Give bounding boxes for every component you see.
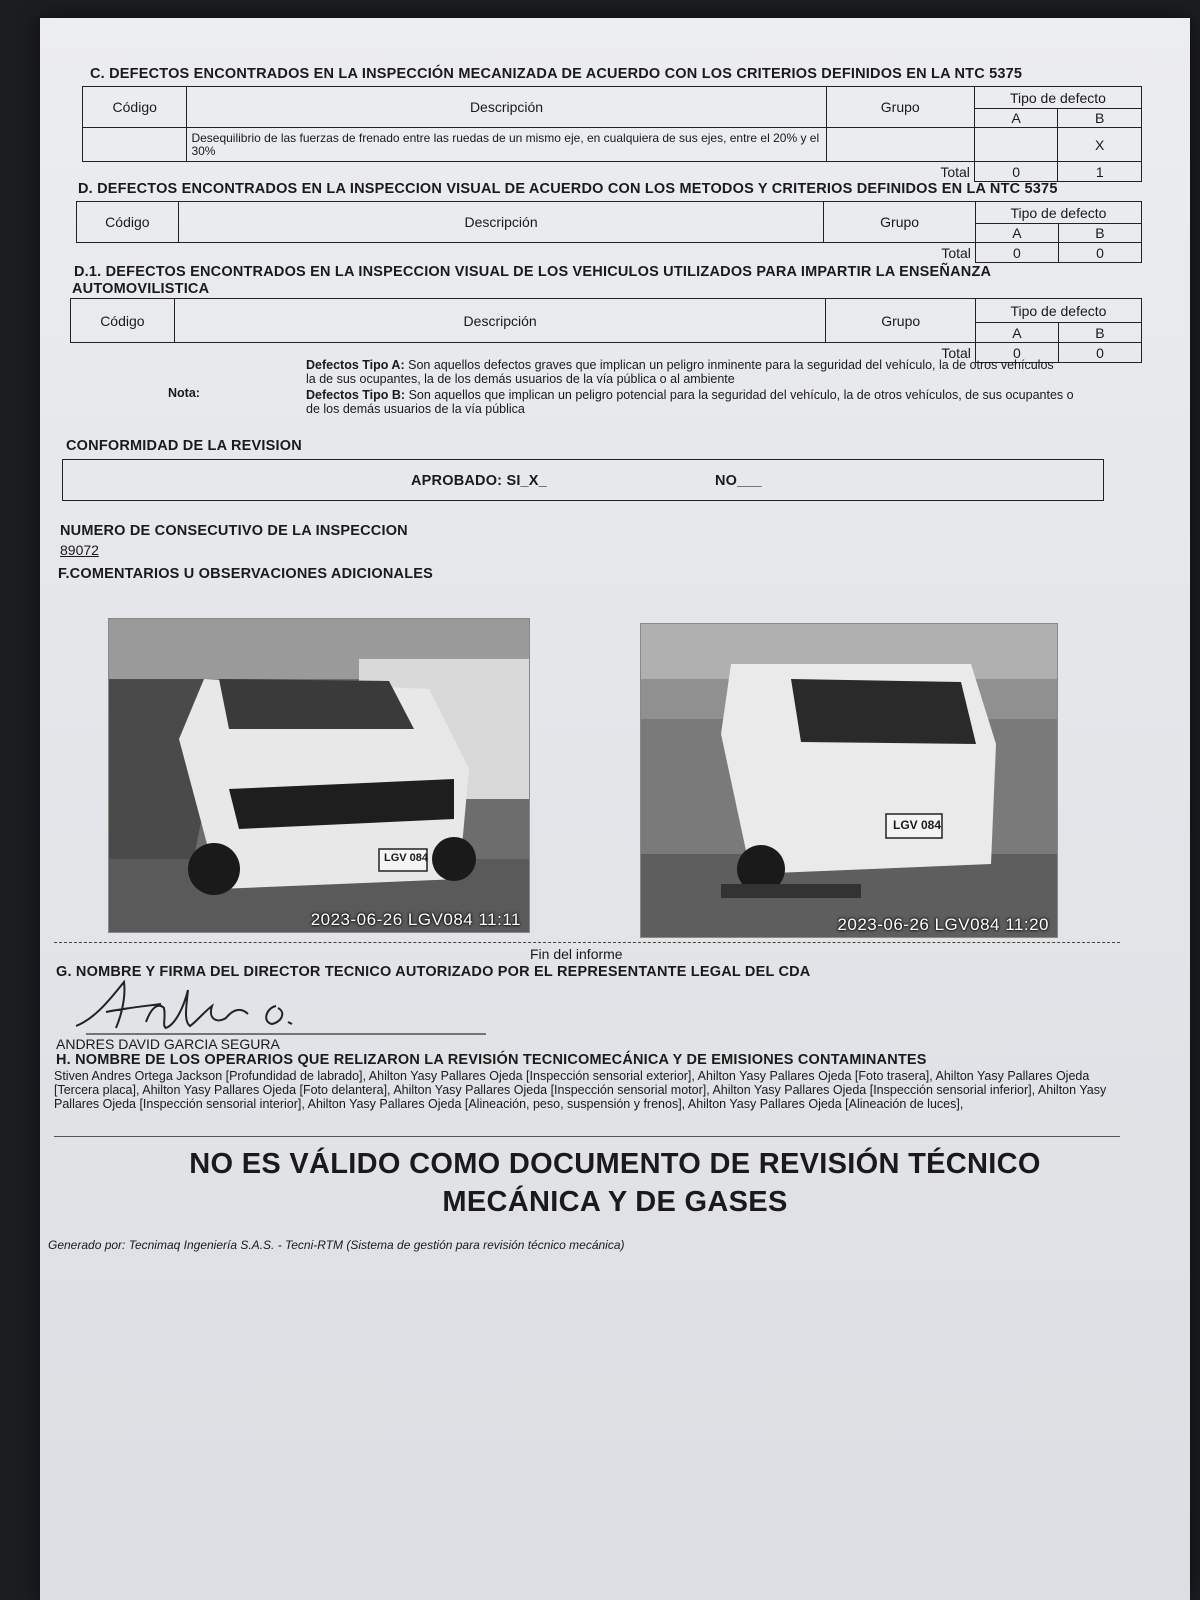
grupo-header: Grupo bbox=[826, 87, 974, 128]
total-a: 0 bbox=[974, 162, 1058, 182]
codigo-header: Código bbox=[83, 87, 187, 128]
row-descripcion: Desequilibrio de las fuerzas de frenado entre las ruedas de un mismo eje, en cualquiera de sus ejes, entre el 20% y el 30% bbox=[187, 128, 826, 162]
total-label: Total bbox=[941, 244, 971, 261]
consecutivo-value: 89072 bbox=[60, 542, 99, 558]
tipo-b-header: B bbox=[1058, 323, 1141, 343]
tipo-defecto-header: Tipo de defecto bbox=[974, 87, 1141, 109]
section-c-table bbox=[82, 86, 1142, 182]
total-a: 0 bbox=[975, 243, 1058, 263]
consecutivo-title: NUMERO DE CONSECUTIVO DE LA INSPECCION bbox=[60, 523, 408, 539]
generated-by: Generado por: Tecnimaq Ingeniería S.A.S. - Tecni-RTM (Sistema de gestión para revisión técnico mecánica) bbox=[48, 1238, 625, 1252]
descripcion-header: Descripción bbox=[174, 299, 826, 343]
tipo-defecto-header: Tipo de defecto bbox=[975, 299, 1141, 323]
aprobado-si: APROBADO: SI_X_ bbox=[411, 473, 547, 489]
total-a: 0 bbox=[975, 343, 1058, 363]
table-row bbox=[83, 128, 1142, 162]
section-h-title: H. NOMBRE DE LOS OPERARIOS QUE RELIZARON LA REVISIÓN TECNICOMECÁNICA Y DE EMISIONES CONTAMINANTES bbox=[56, 1052, 927, 1068]
descripcion-header: Descripción bbox=[178, 202, 824, 243]
section-d1-table bbox=[70, 298, 1142, 363]
grupo-header: Grupo bbox=[826, 299, 975, 343]
section-c-title: C. DEFECTOS ENCONTRADOS EN LA INSPECCIÓN MECANIZADA DE ACUERDO CON LOS CRITERIOS DEFINIDOS EN LA NTC 5375 bbox=[90, 66, 1023, 82]
tipo-a-header: A bbox=[975, 323, 1058, 343]
descripcion-header: Descripción bbox=[187, 87, 826, 128]
grupo-header: Grupo bbox=[824, 202, 976, 243]
tipo-a-header: A bbox=[974, 109, 1058, 128]
invalid-warning-line2: MECÁNICA Y DE GASES bbox=[442, 1186, 788, 1218]
invalid-warning-line1: NO ES VÁLIDO COMO DOCUMENTO DE REVISIÓN TÉCNICO bbox=[189, 1148, 1041, 1180]
codigo-header: Código bbox=[71, 299, 175, 343]
section-g-title: G. NOMBRE Y FIRMA DEL DIRECTOR TECNICO AUTORIZADO POR EL REPRESENTANTE LEGAL DEL CDA bbox=[56, 964, 811, 980]
tipo-defecto-header: Tipo de defecto bbox=[975, 202, 1141, 224]
operarios-list: Stiven Andres Ortega Jackson [Profundidad de labrado], Ahilton Yasy Pallares Ojeda [Inspección sensorial exterior], Ahilton Yasy Pallares Ojeda [Foto trasera], Ahilton Yasy Pallares Ojeda [Tercera placa], Ahilton Yasy Pallares Ojeda [Foto delantera], Ahilton Yasy Pallares Ojeda [Inspección sensorial motor], Ahilton Yasy Pallares Ojeda [Inspección sensorial inferior], Ahilton Yasy Pallares Ojeda [Inspección sensorial interior], Ahilton Yasy Pallares Ojeda [Alineación, peso, suspensión y frenos], Ahilton Yasy Pallares Ojeda [Alineación de luces], bbox=[54, 1069, 1107, 1111]
rear-plate: LGV 084 bbox=[893, 818, 942, 832]
total-label: Total bbox=[941, 344, 971, 361]
row-grupo bbox=[826, 128, 974, 162]
front-photo-timestamp: 2023-06-26 LGV084 11:11 bbox=[310, 910, 521, 929]
front-plate: LGV 084 bbox=[384, 852, 429, 864]
rear-photo-timestamp: 2023-06-26 LGV084 11:20 bbox=[837, 915, 1049, 934]
divider-line bbox=[54, 942, 1120, 943]
nota-tipo-b bbox=[306, 388, 1076, 416]
section-d-table bbox=[76, 201, 1142, 263]
conformidad-title: CONFORMIDAD DE LA REVISION bbox=[66, 438, 302, 454]
section-d1-title: D.1. DEFECTOS ENCONTRADOS EN LA INSPECCION VISUAL DE LOS VEHICULOS UTILIZADOS PARA IMPARTIR LA ENSEÑANZA bbox=[74, 264, 992, 280]
front-vehicle-photo bbox=[108, 618, 530, 933]
tipo-b-header: B bbox=[1058, 224, 1141, 243]
rear-vehicle-photo bbox=[640, 623, 1058, 938]
comentarios-title: F.COMENTARIOS U OBSERVACIONES ADICIONALES bbox=[58, 566, 434, 582]
total-b: 0 bbox=[1058, 343, 1141, 363]
nota-tipo-b-label: Defectos Tipo B: bbox=[306, 388, 406, 402]
front-vehicle-image bbox=[109, 619, 530, 933]
row-tipo-a bbox=[974, 128, 1058, 162]
rear-vehicle-image bbox=[641, 624, 1058, 938]
codigo-header: Código bbox=[77, 202, 179, 243]
aprobado-no: NO___ bbox=[715, 473, 762, 489]
nota-tipo-a bbox=[306, 358, 1066, 386]
total-b: 1 bbox=[1058, 162, 1142, 182]
signature-image bbox=[66, 978, 486, 1040]
nota-label: Nota: bbox=[168, 386, 200, 400]
section-d1-title-line2: AUTOMOVILISTICA bbox=[72, 281, 210, 297]
nota-tipo-b-text: Son aquellos que implican un peligro potencial para la seguridad del vehículo, la de otros vehículos, de sus ocupantes o de los demás usuarios de la vía pública bbox=[306, 388, 1074, 416]
nota-tipo-a-label: Defectos Tipo A: bbox=[306, 358, 405, 372]
tipo-a-header: A bbox=[975, 224, 1058, 243]
section-d-title: D. DEFECTOS ENCONTRADOS EN LA INSPECCION VISUAL DE ACUERDO CON LOS METODOS Y CRITERIOS DEFINIDOS EN LA NTC 5375 bbox=[78, 181, 1058, 197]
tipo-b-header: B bbox=[1058, 109, 1142, 128]
conformidad-box bbox=[62, 459, 1104, 501]
nota-tipo-a-text: Son aquellos defectos graves que implican un peligro inminente para la seguridad del vehículo, la de otros vehículos la de sus ocupantes, la de los demás usuarios de la vía pública o al ambiente bbox=[306, 358, 1054, 386]
divider-line bbox=[54, 1136, 1120, 1137]
inspection-report-page bbox=[40, 18, 1190, 1600]
total-b: 0 bbox=[1058, 243, 1141, 263]
row-tipo-b: X bbox=[1058, 128, 1142, 162]
director-name: ANDRES DAVID GARCIA SEGURA bbox=[56, 1036, 280, 1052]
row-codigo bbox=[83, 128, 187, 162]
total-label: Total bbox=[940, 163, 970, 180]
fin-del-informe: Fin del informe bbox=[530, 946, 623, 962]
